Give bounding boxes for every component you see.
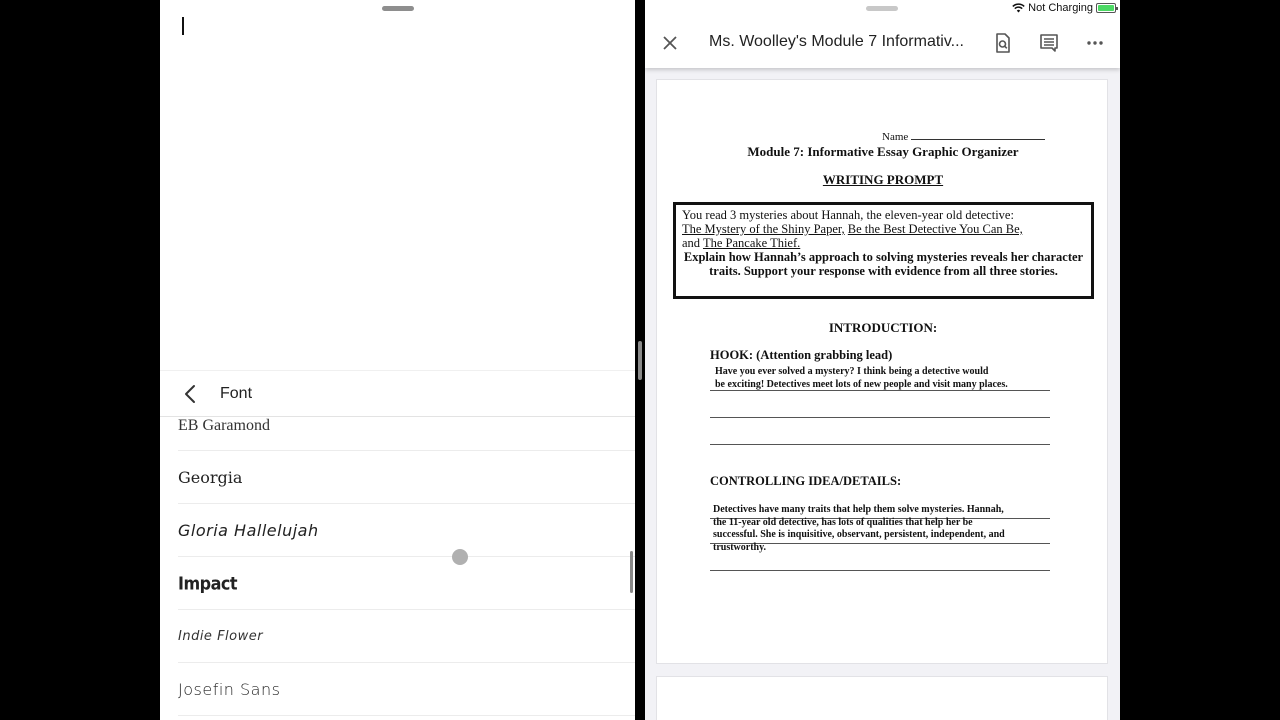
font-list-scrollbar[interactable]: [630, 551, 633, 593]
chevron-left-icon: [183, 384, 197, 404]
font-option-label: EB Garamond: [178, 417, 270, 434]
controlling-line-2: the 11-year old detective, has lots of qualities that help her be: [713, 516, 973, 528]
document-editor-area[interactable]: [160, 0, 635, 368]
font-picker-panel: [160, 370, 635, 720]
hook-heading: HOOK: (Attention grabbing lead): [710, 348, 893, 362]
answer-line: [710, 417, 1050, 418]
find-in-document-button[interactable]: [992, 32, 1014, 54]
more-options-icon: [1084, 32, 1106, 54]
font-option-label: Georgia: [178, 467, 243, 487]
document-title: Ms. Woolley's Module 7 Informativ...: [709, 33, 964, 50]
close-button[interactable]: [659, 32, 681, 54]
introduction-heading: INTRODUCTION:: [828, 320, 938, 335]
controlling-idea-response: [713, 504, 1005, 554]
prompt-line-1: You read 3 mysteries about Hannah, the eleven-year old detective:: [682, 208, 1014, 222]
font-panel-header: [160, 371, 635, 417]
status-bar: [1012, 2, 1116, 14]
close-icon: [659, 32, 681, 54]
prompt-story-titles: [682, 222, 1085, 236]
text-cursor: [182, 17, 184, 35]
right-pane-document-viewer: [645, 0, 1120, 720]
more-options-button[interactable]: [1084, 32, 1106, 54]
story-title-2: Be the Best Detective You Can Be,: [847, 222, 1023, 236]
name-blank-line: [911, 130, 1045, 140]
hook-response: [715, 366, 1008, 391]
font-option-indie-flower[interactable]: [178, 610, 635, 663]
document-page-1[interactable]: [656, 79, 1108, 664]
font-option-label: Indie Flower: [178, 628, 264, 644]
multitasking-grabber[interactable]: [866, 6, 898, 11]
and-label: and: [682, 236, 701, 250]
hook-line-2: be exciting! Detectives meet lots of new people and visit many places.: [715, 378, 1008, 390]
name-field: [882, 130, 1045, 143]
comments-button[interactable]: [1038, 32, 1060, 54]
font-option-label: Gloria Hallelujah: [178, 520, 319, 540]
touch-indicator: [452, 549, 468, 565]
wifi-icon: [1012, 3, 1025, 13]
writing-prompt-box: [673, 202, 1094, 299]
answer-line: [710, 390, 1050, 391]
font-option-josefin-sans[interactable]: [178, 663, 635, 716]
charging-status: Not Charging: [1028, 2, 1093, 14]
answer-line: [710, 570, 1050, 571]
battery-icon: [1096, 3, 1116, 13]
left-pane-docs-editor: [160, 0, 635, 720]
font-option-georgia[interactable]: [178, 451, 635, 504]
font-option-label: Impact: [178, 572, 238, 594]
comments-icon: [1038, 32, 1060, 54]
document-heading: Module 7: Informative Essay Graphic Organizer: [747, 144, 1019, 159]
font-option-eb-garamond[interactable]: [178, 417, 635, 451]
name-label: Name: [882, 131, 909, 143]
back-button[interactable]: [160, 371, 220, 417]
story-title-1: The Mystery of the Shiny Paper,: [682, 222, 845, 236]
font-option-label: Josefin Sans: [178, 679, 281, 699]
split-view-divider[interactable]: [635, 0, 645, 720]
divider-handle[interactable]: [638, 341, 642, 380]
story-title-3: The Pancake Thief.: [702, 236, 801, 250]
controlling-line-1: Detectives have many traits that help them solve mysteries. Hannah,: [713, 504, 1004, 515]
font-list[interactable]: [160, 417, 635, 716]
viewer-toolbar: [645, 0, 1120, 68]
controlling-line-4: trustworthy.: [713, 541, 767, 553]
controlling-line-3: successful. She is inquisitive, observant, persistent, independent, and: [713, 529, 1005, 540]
font-option-gloria-hallelujah[interactable]: [178, 504, 635, 557]
controlling-idea-heading: CONTROLLING IDEA/DETAILS:: [710, 474, 902, 488]
hook-line-1: Have you ever solved a mystery? I think being a detective would: [715, 366, 989, 377]
answer-line: [710, 444, 1050, 445]
document-page-2[interactable]: [656, 676, 1108, 720]
prompt-instruction: Explain how Hannah’s approach to solving mysteries reveals her character traits. Support your response with evidence from all three stories.: [683, 250, 1084, 278]
font-option-impact[interactable]: [178, 557, 635, 610]
font-panel-title: Font: [220, 384, 253, 402]
writing-prompt-heading: WRITING PROMPT: [822, 172, 944, 187]
find-in-document-icon: [992, 32, 1014, 54]
prompt-story-title-3-line: [682, 236, 1085, 250]
